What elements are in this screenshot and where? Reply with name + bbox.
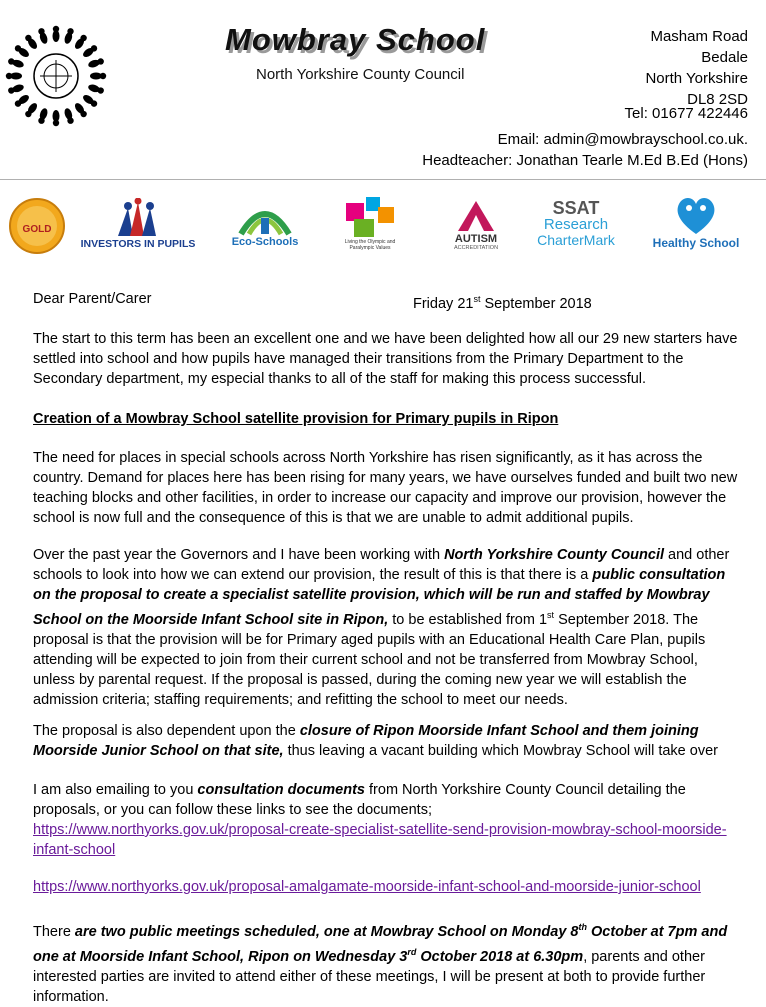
text-run: thus leaving a vacant building which Mowbray School will take over xyxy=(283,743,718,759)
emphasis-text: closure of Ripon Moorside Infant School and them joining Moorside Junior School on that site, xyxy=(33,723,699,759)
school-address xyxy=(645,26,748,110)
eco-label: Eco-Schools xyxy=(231,236,299,248)
olympic-label: Living the Olympic and Paralympic Values xyxy=(344,239,396,251)
logo-figure-body xyxy=(53,30,60,42)
logo-figure-body xyxy=(10,73,22,80)
consultation-link-1[interactable]: https://www.northyorks.gov.uk/proposal-create-specialist-satellite-send-provision-mowbray-school-moorside-infant-school xyxy=(33,822,727,858)
emphasis-text: October 2018 at 6.30pm xyxy=(416,948,584,965)
address-line: Masham Road xyxy=(650,28,748,45)
emphasis-text: North Yorkshire County Council xyxy=(444,547,664,563)
header-divider xyxy=(0,179,766,180)
paragraph-meetings xyxy=(33,917,738,1007)
ssat-label: SSAT xyxy=(552,197,600,218)
superscript: th xyxy=(578,922,587,932)
olympic-values-icon xyxy=(330,188,410,258)
autism-sub: ACCREDITATION xyxy=(453,245,499,251)
ssat-icon xyxy=(530,192,622,254)
address-line: North Yorkshire xyxy=(645,70,748,87)
section-heading xyxy=(33,409,738,429)
school-logo xyxy=(4,24,108,128)
ssat-sub2: CharterMark xyxy=(537,231,615,248)
council-name: North Yorkshire County Council xyxy=(256,66,465,83)
text-run: from North Yorkshire County Council detailing the proposals, or you can follow these links to see the documents; xyxy=(33,782,686,818)
date-day: Friday 21 xyxy=(413,295,474,312)
email-address: Email: admin@mowbrayschool.co.uk. xyxy=(497,131,748,148)
autism-label: AUTISM xyxy=(454,233,498,245)
text-run: September 2018. The proposal is that the provision will be for Primary aged pupils with an Educational Health Care Plan, pupils attending will be expected to join from their current school and not be transferred from Mowbray School, unless by parental request. If the proposal is passed, during the coming new year we will establish the admission criteria; staffing requirements; and refitting the school to meet our needs. xyxy=(33,611,706,708)
superscript: rd xyxy=(407,946,417,957)
letter-date xyxy=(413,289,592,314)
text-run: and other schools to look into how we can extend our provision, the result of this is that there is a xyxy=(33,547,730,583)
consultation-link-2[interactable]: https://www.northyorks.gov.uk/proposal-amalgamate-moorside-infant-school-and-moorside-junior-school xyxy=(33,879,701,895)
autism-accreditation-icon xyxy=(440,194,512,256)
logo-figure-body xyxy=(90,73,102,80)
emphasis-text: public consultation on the proposal to create a specialist satellite provision, which will be run and staffed by Mowbray School on the Moorside Infant School site in Ripon, xyxy=(33,567,726,628)
paragraph-need xyxy=(33,448,738,528)
logo-figure-body xyxy=(53,110,60,122)
superscript: st xyxy=(547,610,555,620)
investors-label: INVESTORS IN PUPILS xyxy=(80,238,196,250)
text-run: , parents and other interested parties are invited to attend either of these meetings, I will be present at both to provide further information. xyxy=(33,948,706,1005)
headteacher: Headteacher: Jonathan Tearle M.Ed B.Ed (Hons) xyxy=(422,152,748,169)
healthy-school-icon xyxy=(648,190,744,254)
eco-schools-icon xyxy=(224,194,306,254)
emphasis-text: are two public meetings scheduled, one at Mowbray School on Monday 8 xyxy=(74,923,579,940)
date-rest: September 2018 xyxy=(480,295,592,312)
text-run: to be established from 1 xyxy=(388,611,548,628)
paragraph-text: The need for places in special schools across North Yorkshire has risen significantly, as it has across the country. Demand for places here has been rising for many years, we have ourselves funded and built two new teaching blocks and other facilities, in order to increase our capacity and improve our provision, however the school is now full and the consequence of this is that we are unable to admit additional pupils. xyxy=(33,450,738,526)
gold-award-icon xyxy=(8,198,66,254)
investors-in-pupils-icon xyxy=(76,192,200,256)
healthy-label: Healthy School xyxy=(652,236,740,250)
gold-label: GOLD xyxy=(22,224,52,235)
address-line: Bedale xyxy=(701,49,748,66)
heading-text: Creation of a Mowbray School satellite provision for Primary pupils in Ripon xyxy=(33,411,559,427)
paragraph-documents xyxy=(33,780,738,860)
telephone: Tel: 01677 422446 xyxy=(624,105,748,122)
address-line: DL8 2SD xyxy=(687,91,748,108)
accreditation-badges xyxy=(0,188,766,260)
text-run: I am also emailing to you xyxy=(33,782,198,798)
ssat-sub: Research xyxy=(543,215,609,233)
text-run: There xyxy=(33,923,75,940)
paragraph-intro xyxy=(33,329,738,389)
emphasis-text: October at 7pm and one at Moorside Infant School, Ripon on Wednesday 3 xyxy=(33,923,728,965)
school-name: Mowbray School xyxy=(225,22,486,57)
paragraph-consultation xyxy=(33,545,738,710)
text-run: Over the past year the Governors and I have been working with xyxy=(33,547,445,563)
text-run: The proposal is also dependent upon the xyxy=(33,723,300,739)
paragraph-text: The start to this term has been an excellent one and we have been delighted how all our 29 new starters have settled into school and how pupils have managed their transitions from the Primary Department to the Secondary department, my especial thanks to all of the staff for making this process successful. xyxy=(33,331,738,387)
salutation-row xyxy=(33,289,738,312)
date-sup: st xyxy=(473,294,481,304)
salutation: Dear Parent/Carer xyxy=(33,291,152,307)
link-row xyxy=(33,877,738,897)
emphasis-text: consultation documents xyxy=(197,782,365,798)
paragraph-closure xyxy=(33,721,738,761)
